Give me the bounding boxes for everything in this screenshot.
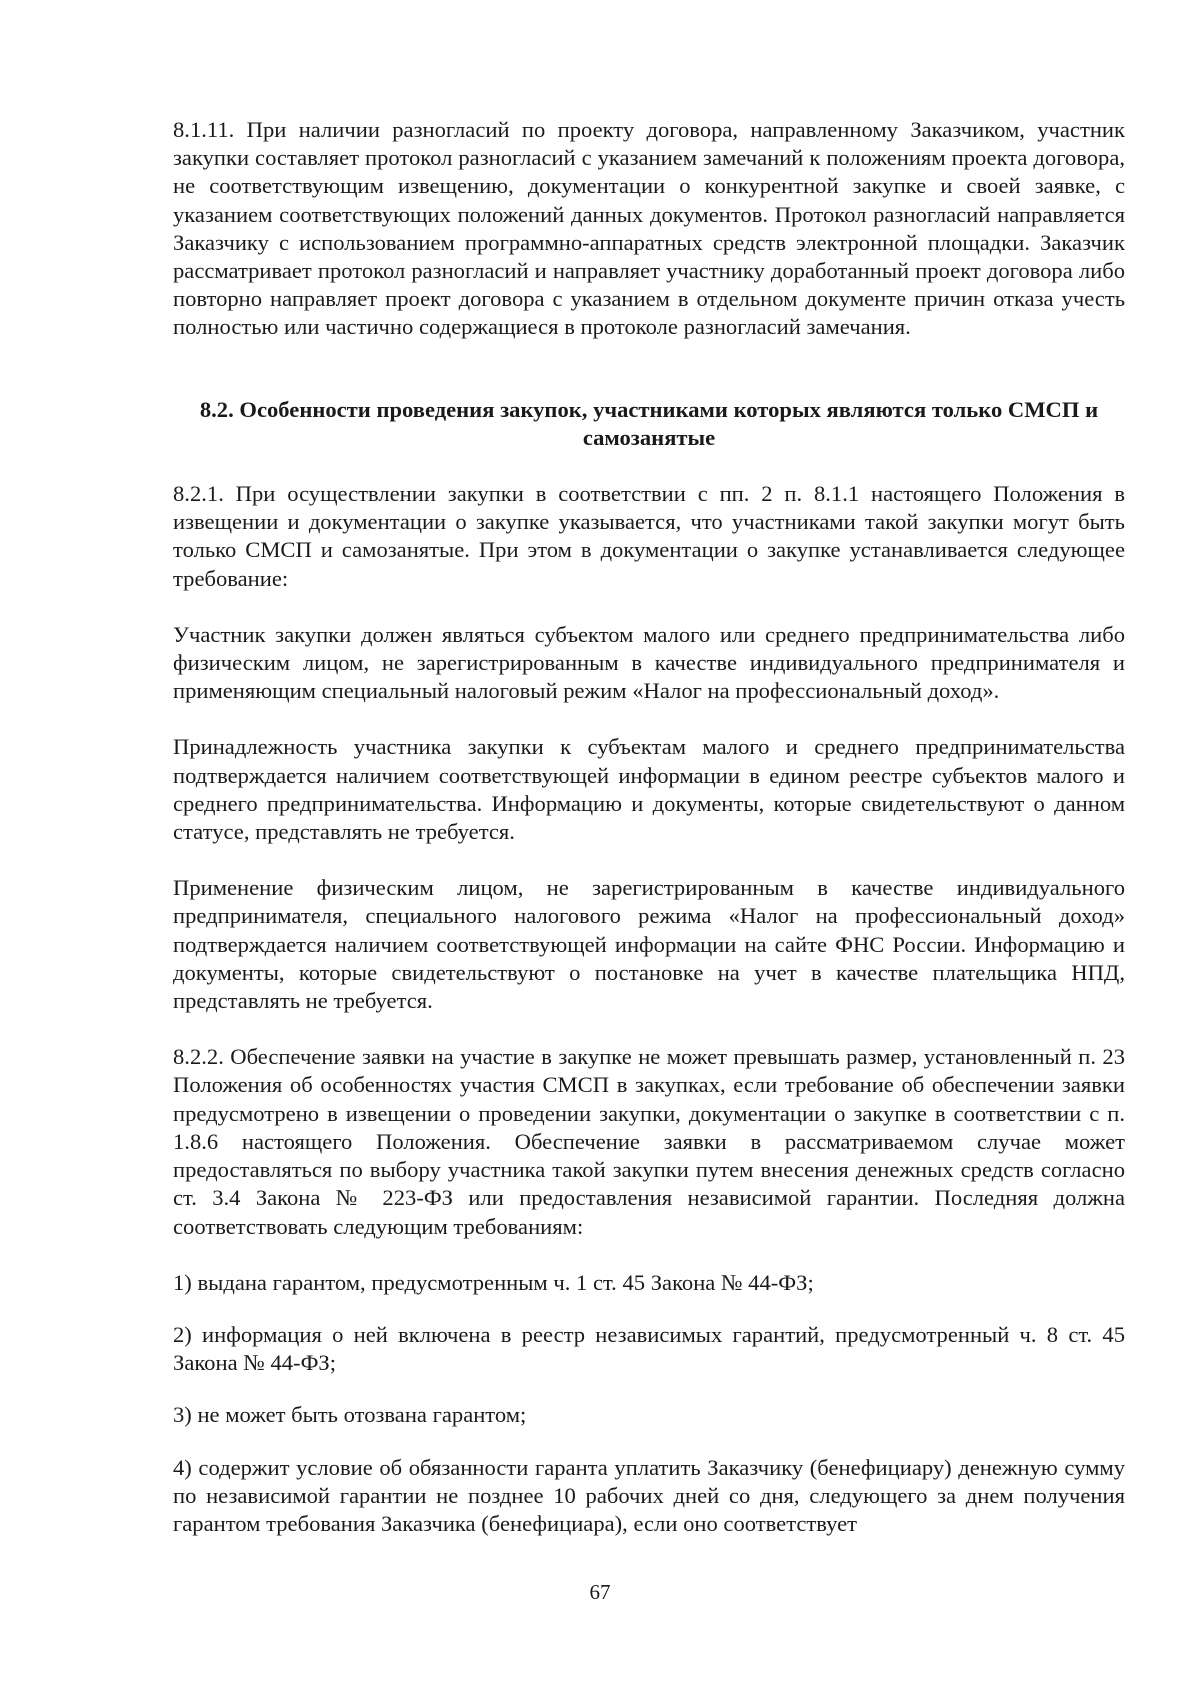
list-item-1: 1) выдана гарантом, предусмотренным ч. 1 ст. 45 Закона № 44-ФЗ; (173, 1269, 814, 1295)
paragraph-requirement: Участник закупки должен являться субъектом малого или среднего предпринимательства либо физическим лицом, не зарегистрированным в качестве индивидуального предпринимателя и применяющим специальный налоговый режим «Налог на профессиональный доход». (173, 621, 1125, 704)
paragraph-8-2-2: 8.2.2. Обеспечение заявки на участие в закупке не может превышать размер, установленный п. 23 Положения об особенностях участия СМСП в закупках, если требование об обеспечении заявки предусмотрено в извещении о проведении закупки, документации о закупке в соответствии с п. 1.8.6 настоящего Положения. Обеспечение заявки в рассматриваемом случае может предоставляться по выбору участника такой закупки путем внесения денежных средств согласно ст. 3.4 Закона № 223-ФЗ или предоставления независимой гарантии. Последняя должна соответствовать следующим требованиям: (173, 1044, 1125, 1239)
paragraph-smsp-belonging: Принадлежность участника закупки к субъектам малого и среднего предпринимательства подтверждается наличием соответствующей информации в едином реестре субъектов малого и среднего предпринимательства. Информацию и документы, которые свидетельствуют о данном статусе, представлять не требуется. (173, 734, 1125, 845)
paragraph-8-2-1: 8.2.1. При осуществлении закупки в соответствии с пп. 2 п. 8.1.1 настоящего Положения в извещении и документации о закупке указывается, что участниками такой закупки могут быть только СМСП и самозанятые. При этом в документации о закупке устанавливается следующее требование: (173, 481, 1125, 591)
page-content (173, 116, 1125, 1566)
list-item-2: 2) информация о ней включена в реестр независимых гарантий, предусмотренный ч. 8 ст. 45 Закона № 44-ФЗ; (173, 1321, 1125, 1376)
paragraph-8-1-11: 8.1.11. При наличии разногласий по проекту договора, направленному Заказчиком, участник закупки составляет протокол разногласий с указанием замечаний к положениям проекта договора, не соответствующим извещению, документации о конкурентной закупке и своей заявке, с указанием соответствующих положений данных документов. Протокол разногласий направляется Заказчику с использованием программно-аппаратных средств электронной площадки. Заказчик рассматривает протокол разногласий и направляет участнику доработанный проект договора либо повторно направляет проект договора с указанием в отдельном документе причин отказа учесть полностью или частично содержащиеся в протоколе разногласий замечания. (173, 117, 1125, 340)
paragraph-self-employed: Применение физическим лицом, не зарегистрированным в качестве индивидуального предпринимателя, специального налогового режима «Налог на профессиональный доход» подтверждается наличием соответствующей информации на сайте ФНС России. Информацию и документы, которые свидетельствуют о постановке на учет в качестве плательщика НПД, представлять не требуется. (173, 875, 1125, 1014)
page-number: 67 (589, 1580, 611, 1604)
list-item-4: 4) содержит условие об обязанности гаранта уплатить Заказчику (бенефициару) денежную сумму по независимой гарантии не позднее 10 рабочих дней со дня, следующего за днем получения гарантом требования Заказчика (бенефициара), если оно соответствует (173, 1454, 1125, 1536)
list-item-3: 3) не может быть отозвана гарантом; (173, 1402, 527, 1428)
section-heading-8-2: 8.2. Особенности проведения закупок, участниками которых являются только СМСП и самозанятые (199, 396, 1099, 450)
